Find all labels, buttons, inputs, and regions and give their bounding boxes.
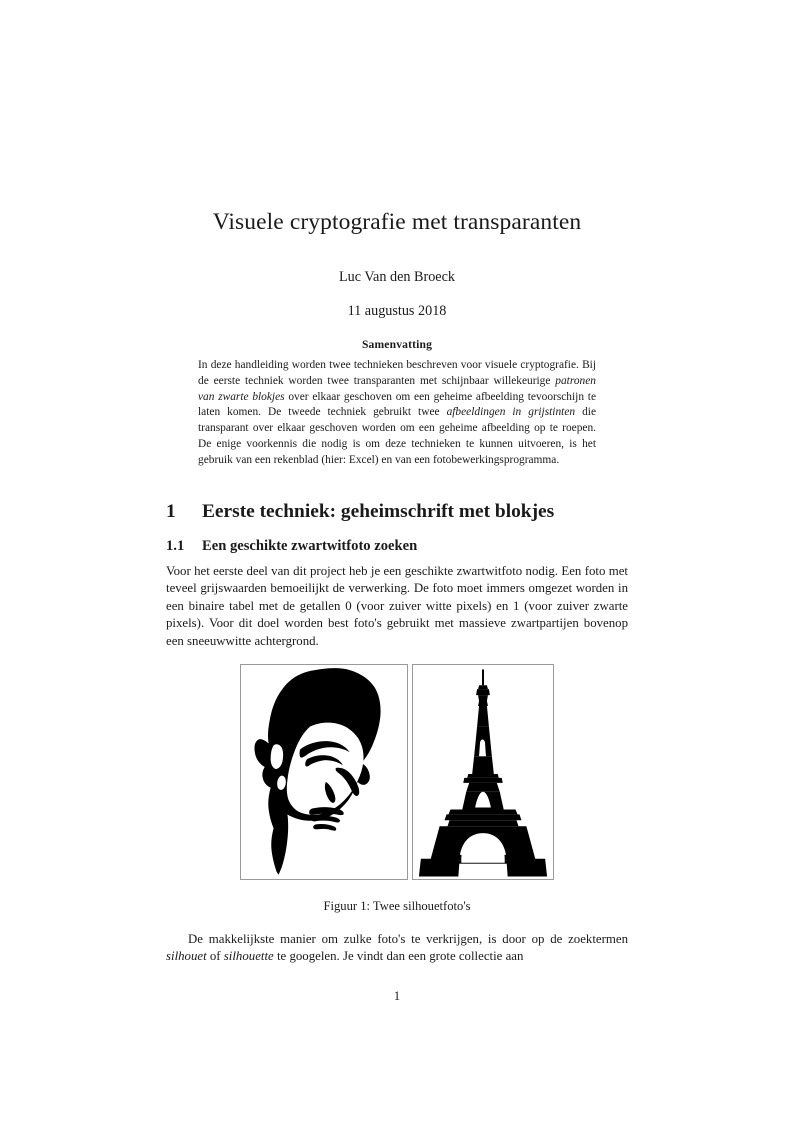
face-silhouette-image	[240, 664, 408, 880]
subsection-number-1-1: 1.1	[166, 538, 185, 554]
abstract-text	[198, 358, 596, 469]
subsection-heading-1-1	[166, 538, 628, 556]
section-title-1: Eerste techniek: geheimschrift met blokjes	[202, 501, 555, 522]
abstract-text-part-3: die transparant over elkaar geschoven worden om een geheime afbeelding op te roepen. De enige voorkennis die nodig is om deze technieken te kunnen uitvoeren, is het gebruik van een rekenblad (hier: Excel) en van een fotobewerkingsprogramma.	[198, 406, 597, 466]
face-silhouette-graphic	[241, 665, 407, 879]
abstract-emphasis-1: patronen van zwarte blokjes	[198, 374, 596, 403]
abstract-text-part-2: over elkaar geschoven om een geheime afbeelding tevoorschijn te laten komen. De tweede techniek gebruikt twee	[198, 390, 596, 419]
abstract-heading: Samenvatting	[361, 338, 433, 351]
abstract-block	[198, 338, 596, 469]
abstract-emphasis-2: afbeeldingen in grijstinten	[446, 406, 576, 419]
section-number-1: 1	[166, 501, 176, 522]
body-paragraph-2-part-2: of	[206, 949, 224, 964]
body-paragraph-2-emphasis-1: silhouet	[166, 949, 207, 964]
body-paragraph-2	[166, 931, 628, 966]
subsection-title-1-1: Een geschikte zwartwitfoto zoeken	[202, 538, 418, 554]
figure-1	[166, 664, 628, 914]
page-number: 1	[393, 989, 401, 1003]
body-paragraph-1: Voor het eerste deel van dit project heb je een geschikte zwartwitfoto nodig. Een foto met teveel grijswaarden bemoeilijkt de verwerking. De foto moet immers omgezet worden in een binaire tabel met de getallen 0 (voor zuiver witte pixels) en 1 (voor zuiver zwarte pixels). Voor dit doel worden best foto's gebruikt met massieve zwartpartijen bovenop een sneeuwwitte achtergrond.	[166, 564, 628, 648]
body-paragraph-2-part-1: De makkelijkste manier om zulke foto's te verkrijgen, is door op de zoektermen	[188, 932, 628, 946]
section-heading-1	[166, 500, 628, 523]
eiffel-tower-silhouette-image	[412, 664, 554, 880]
document-author: Luc Van den Broeck	[339, 269, 455, 286]
figure-1-caption: Figuur 1: Twee silhouetfoto's	[323, 899, 471, 913]
figure-1-images	[166, 664, 628, 880]
abstract-text-part-1: In deze handleiding worden twee technieken beschreven voor visuele cryptografie. Bij de eerste techniek worden twee transparanten met schijnbaar willekeurige	[198, 359, 596, 387]
body-paragraph-2-emphasis-2: silhouette	[223, 949, 274, 964]
document-date: 11 augustus 2018	[347, 302, 447, 319]
document-title: Visuele cryptografie met transparanten	[212, 209, 582, 235]
title-block	[166, 208, 628, 320]
body-paragraph-2-part-3: te googelen. Je vindt dan een grote collectie aan	[273, 949, 524, 964]
eiffel-tower-silhouette-graphic	[413, 665, 553, 879]
